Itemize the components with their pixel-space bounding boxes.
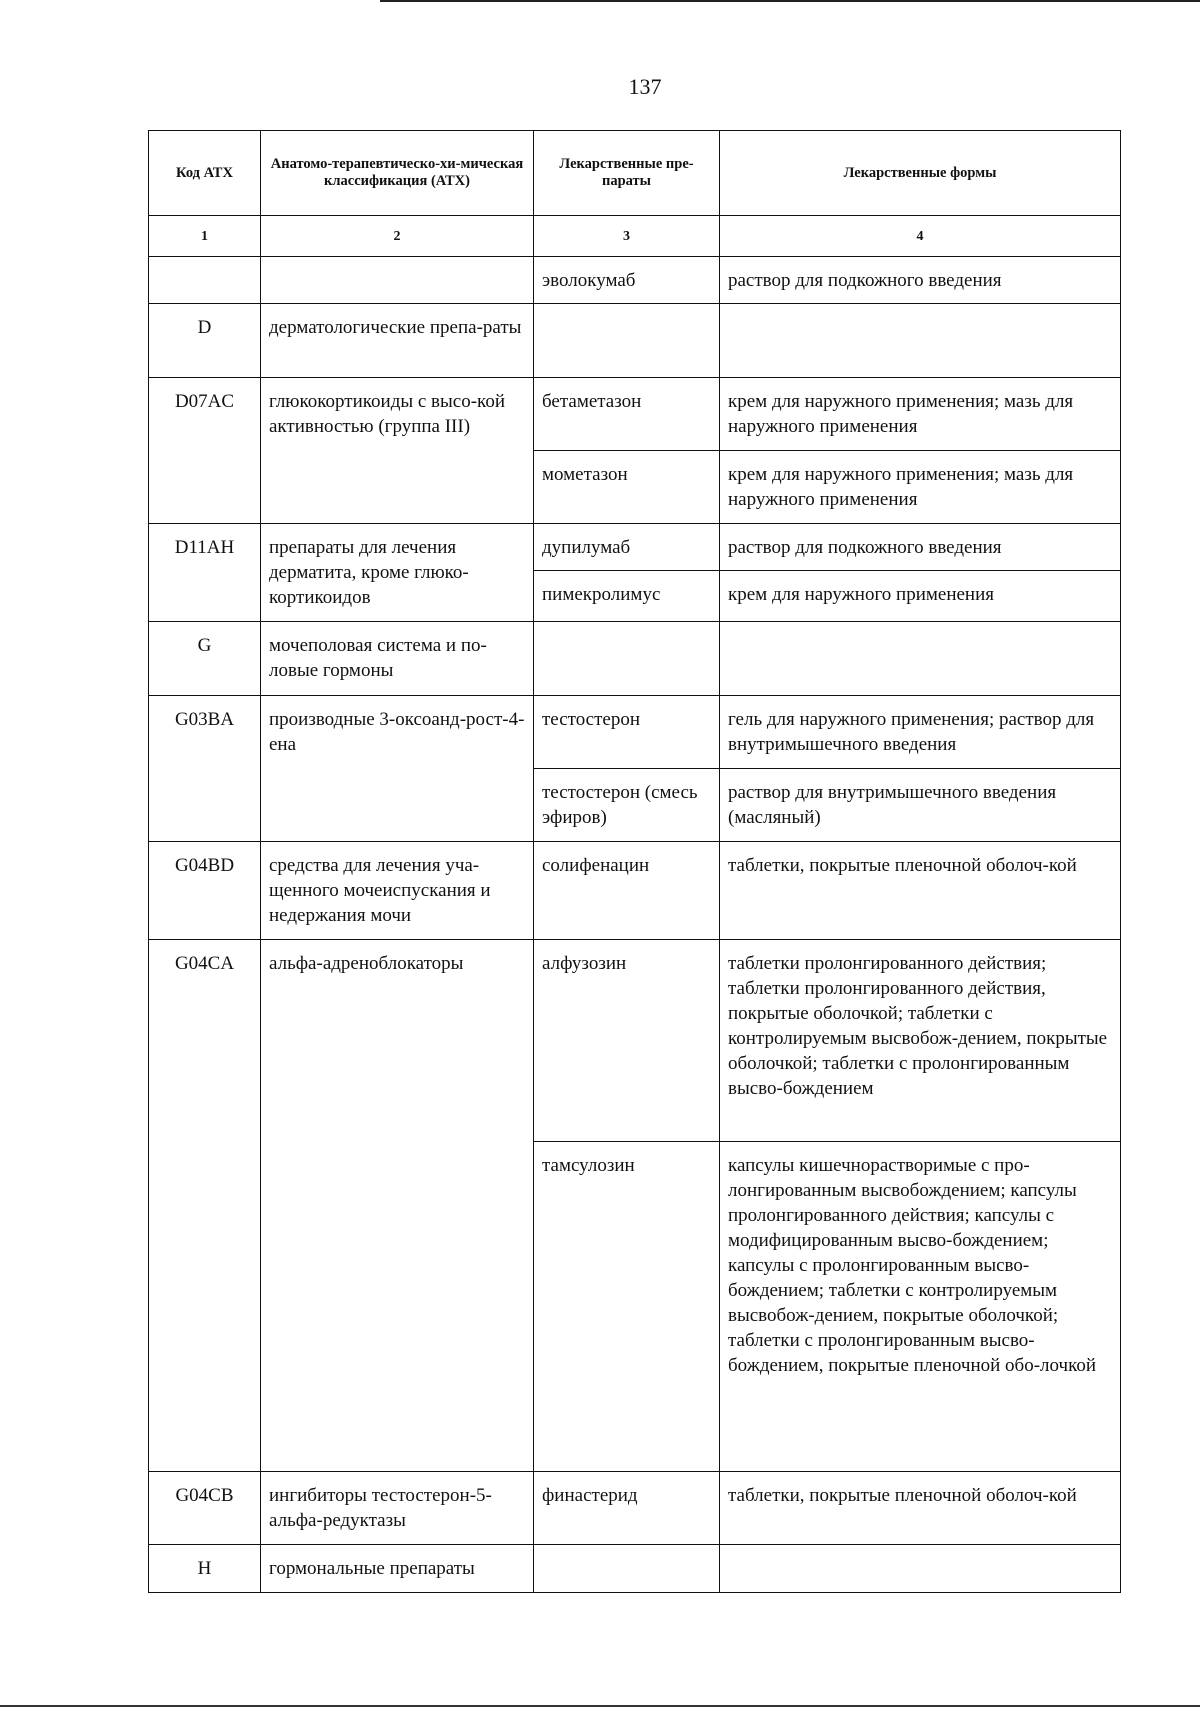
table-row	[149, 696, 1121, 769]
cell-classification: ингибиторы тестостерон-5-альфа-редуктазы	[261, 1472, 534, 1545]
cell-drug: финастерид	[534, 1472, 720, 1545]
table-row	[149, 304, 1121, 378]
cell-code: D07AC	[149, 378, 261, 524]
header-code: Код АТХ	[149, 131, 261, 216]
cell-classification: альфа-адреноблокаторы	[261, 940, 534, 1472]
cell-form	[720, 304, 1121, 378]
atx-table	[148, 130, 1121, 1593]
cell-form: гель для наружного применения; раствор для внутримышечного введения	[720, 696, 1121, 769]
cell-code: G03BA	[149, 696, 261, 842]
cell-code: G04CB	[149, 1472, 261, 1545]
cell-drug: тестостерон (смесь эфиров)	[534, 769, 720, 842]
cell-form	[720, 622, 1121, 696]
cell-classification: препараты для лечения дерматита, кроме глюко-кортикоидов	[261, 524, 534, 622]
cell-classification: средства для лечения уча-щенного мочеиспускания и недержания мочи	[261, 842, 534, 940]
cell-form: раствор для подкожного введения	[720, 524, 1121, 571]
cell-code: D11AH	[149, 524, 261, 622]
cell-drug: бетаметазон	[534, 378, 720, 451]
cell-classification: глюкокортикоиды с высо-кой активностью (группа III)	[261, 378, 534, 524]
column-number: 2	[261, 216, 534, 257]
table-header-row	[149, 131, 1121, 216]
cell-form: крем для наружного применения	[720, 571, 1121, 622]
column-number: 4	[720, 216, 1121, 257]
cell-drug: тамсулозин	[534, 1142, 720, 1472]
cell-form: крем для наружного применения; мазь для наружного применения	[720, 451, 1121, 524]
column-number: 3	[534, 216, 720, 257]
cell-drug: алфузозин	[534, 940, 720, 1142]
cell-drug	[534, 1545, 720, 1593]
cell-code: D	[149, 304, 261, 378]
cell-drug: мометазон	[534, 451, 720, 524]
cell-form: раствор для подкожного введения	[720, 257, 1121, 304]
cell-classification	[261, 257, 534, 304]
cell-drug	[534, 304, 720, 378]
column-number-row	[149, 216, 1121, 257]
cell-form: раствор для внутримышечного введения (масляный)	[720, 769, 1121, 842]
cell-form: таблетки, покрытые пленочной оболоч-кой	[720, 842, 1121, 940]
page-number: 137	[628, 74, 662, 99]
column-number: 1	[149, 216, 261, 257]
scan-top-rule	[380, 0, 1200, 2]
cell-form: таблетки пролонгированного действия; таблетки пролонгированного действия, покрытые оболочкой; таблетки с контролируемым высвобож-дением, покрытые оболочкой; таблетки с пролонгированным высво-бождением	[720, 940, 1121, 1142]
cell-form	[720, 1545, 1121, 1593]
cell-code	[149, 257, 261, 304]
cell-form: крем для наружного применения; мазь для наружного применения	[720, 378, 1121, 451]
cell-drug: солифенацин	[534, 842, 720, 940]
table-row	[149, 622, 1121, 696]
cell-code: G04BD	[149, 842, 261, 940]
cell-drug: эволокумаб	[534, 257, 720, 304]
cell-classification: производные 3-оксоанд-рост-4-ена	[261, 696, 534, 842]
scan-bottom-rule	[0, 1705, 1200, 1707]
table-row	[149, 842, 1121, 940]
table-row	[149, 378, 1121, 451]
cell-code: G04CA	[149, 940, 261, 1472]
header-forms: Лекарственные формы	[720, 131, 1121, 216]
table-row	[149, 1545, 1121, 1593]
cell-drug: тестостерон	[534, 696, 720, 769]
cell-drug: дупилумаб	[534, 524, 720, 571]
cell-form: капсулы кишечнорастворимые с про-лонгированным высвобождением; капсулы пролонгированного действия; капсулы с модифицированным высво-бождением; капсулы с пролонгированным высво-бождением; таблетки с контролируемым высвобож-дением, покрытые оболочкой; таблетки с пролонгированным высво-бождением, покрытые пленочной обо-лочкой	[720, 1142, 1121, 1472]
table-row	[149, 524, 1121, 571]
table-row	[149, 940, 1121, 1142]
table-row	[149, 1472, 1121, 1545]
cell-classification: мочеполовая система и по-ловые гормоны	[261, 622, 534, 696]
cell-drug: пимекролимус	[534, 571, 720, 622]
cell-classification: гормональные препараты	[261, 1545, 534, 1593]
table-row	[149, 257, 1121, 304]
cell-code: G	[149, 622, 261, 696]
cell-classification: дерматологические препа-раты	[261, 304, 534, 378]
header-drugs: Лекарственные пре-параты	[534, 131, 720, 216]
cell-drug	[534, 622, 720, 696]
cell-code: H	[149, 1545, 261, 1593]
header-classification: Анатомо-терапевтическо-хи-мическая классификация (АТХ)	[261, 131, 534, 216]
cell-form: таблетки, покрытые пленочной оболоч-кой	[720, 1472, 1121, 1545]
